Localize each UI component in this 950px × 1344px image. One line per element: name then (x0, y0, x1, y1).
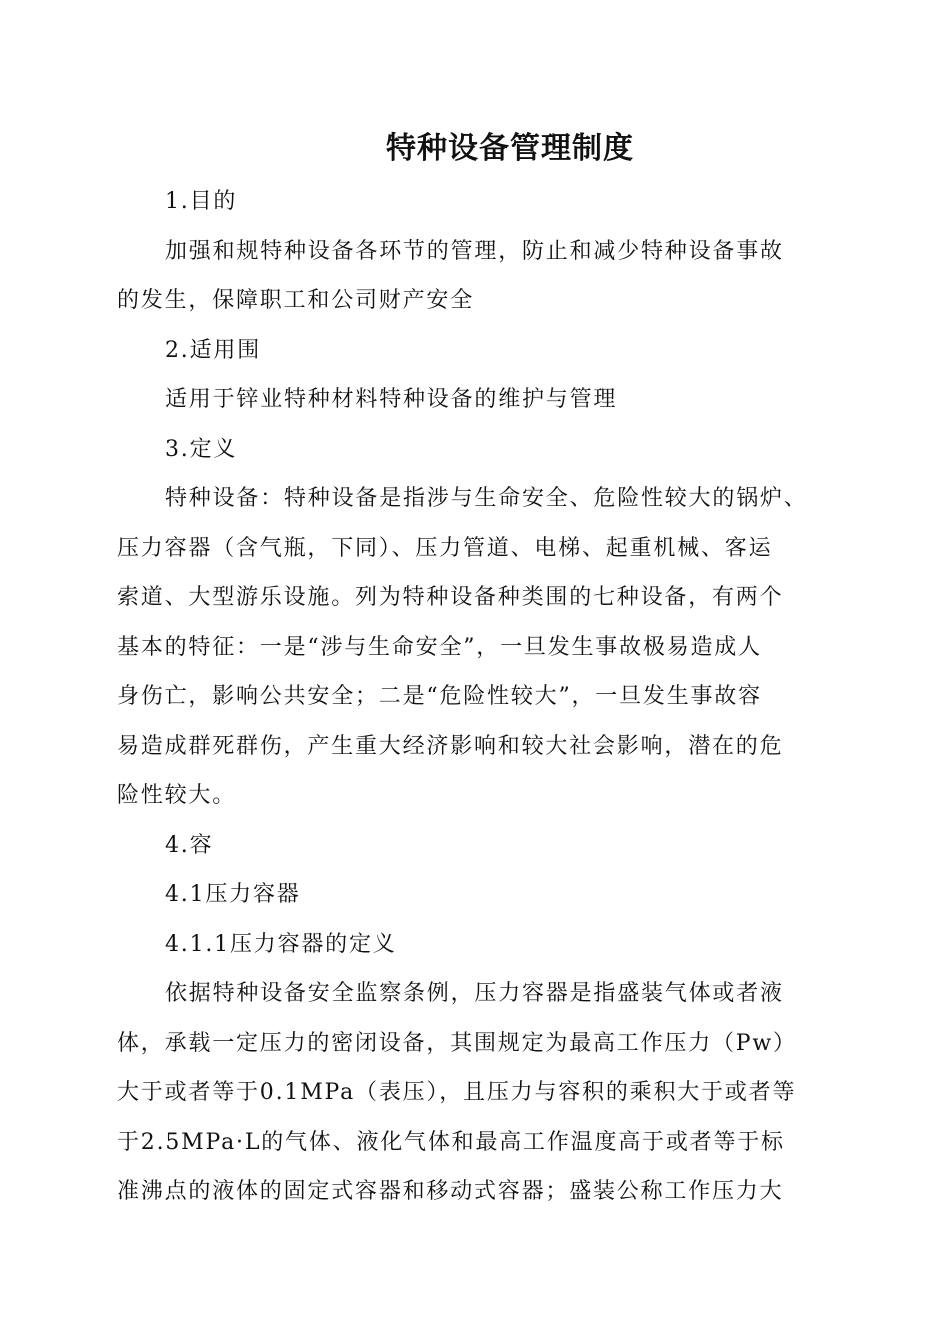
paragraph-line: 险性较大。 (117, 783, 237, 808)
paragraph-line: 基本的特征：一是“涉与生命安全”，一旦发生事故极易造成人 (117, 634, 762, 660)
paragraph-line: 依据特种设备安全监察条例，压力容器是指盛装气体或者液 (165, 981, 784, 1006)
document-title: 特种设备管理制度 (386, 131, 634, 166)
paragraph-line: 适用于锌业特种材料特种设备的维护与管理 (165, 387, 618, 412)
section-heading-content: 4.容 (165, 832, 214, 858)
section-heading-scope: 2.适用围 (165, 337, 261, 363)
paragraph-line: 准沸点的液体的固定式容器和移动式容器；盛装公称工作压力大 (117, 1179, 784, 1204)
subsection-heading-pressure-vessel-definition: 4.1.1压力容器的定义 (165, 931, 397, 957)
paragraph-line: 易造成群死群伤，产生重大经济影响和较大社会影响，潜在的危 (117, 733, 784, 759)
subsection-heading-pressure-vessel: 4.1压力容器 (165, 882, 301, 907)
paragraph-line: 的发生，保障职工和公司财产安全 (117, 288, 475, 313)
paragraph-line: 于2.5MPa·L的气体、液化气体和最高工作温度高于或者等于标 (117, 1129, 785, 1155)
paragraph-line: 特种设备：特种设备是指涉与生命安全、危险性较大的锅炉、 (165, 486, 808, 511)
paragraph-line: 体，承载一定压力的密闭设备，其围规定为最高工作压力（Pw） (117, 1030, 797, 1056)
section-heading-purpose: 1.目的 (165, 189, 238, 214)
paragraph-line: 索道、大型游乐设施。列为特种设备种类围的七种设备，有两个 (117, 585, 784, 610)
paragraph-line: 大于或者等于0.1MPa（表压），且压力与容积的乘积大于或者等 (117, 1080, 797, 1105)
section-heading-definition: 3.定义 (165, 436, 238, 462)
paragraph-line: 加强和规特种设备各环节的管理，防止和减少特种设备事故 (165, 238, 784, 264)
paragraph-line: 压力容器（含气瓶，下同）、压力管道、电梯、起重机械、客运 (117, 535, 773, 561)
document-body (117, 177, 847, 1217)
paragraph-line: 身伤亡，影响公共安全；二是“危险性较大”，一旦发生事故容 (117, 684, 762, 709)
